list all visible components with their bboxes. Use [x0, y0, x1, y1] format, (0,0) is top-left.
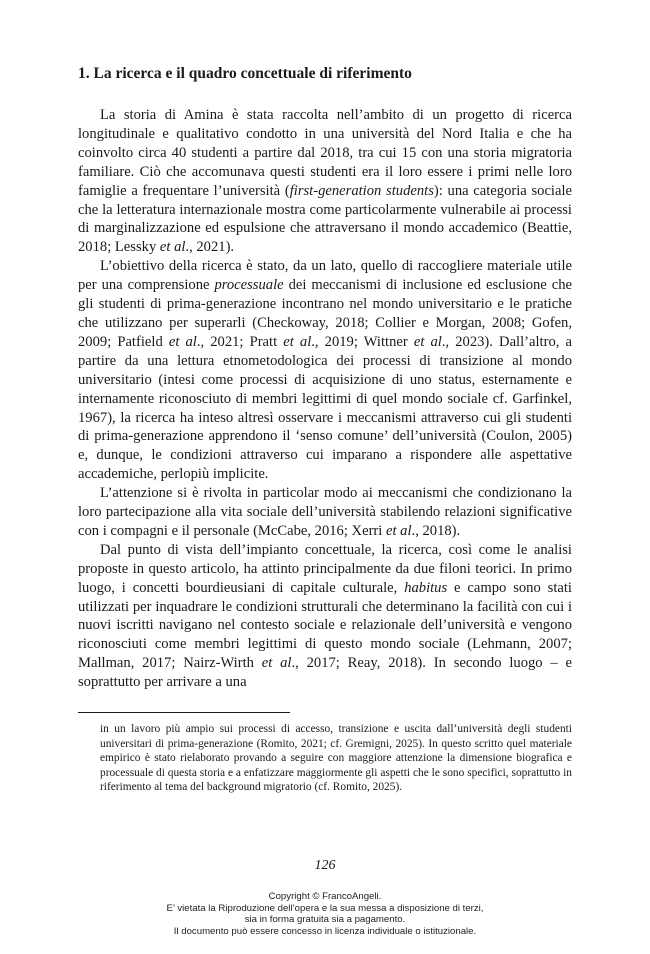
text-run: e campo sono stati utilizzati per inquadrare le condizioni strutturali che determinano la facilità con cui i nuovi iscritti navigano nel contesto sociale e relazionale dell’università e vengono riconosciuti come membri legittimi di questo mondo sociale (Lehmann, 2007; Mallman, 2017; Nairz-Wirth — [78, 579, 572, 672]
text-run: dei meccanismi di inclusione ed esclusione che gli studenti di prima-generazione incontrano nel mondo universitario e le pratiche che utilizzano per superarli (Checkoway, 2018; Collier e Morgan, 2008; Gofen, 2009; Patfield — [78, 277, 572, 350]
text-run: ., 2021). — [185, 239, 235, 256]
body-paragraph — [78, 484, 572, 541]
italic-text: habitus — [404, 579, 448, 596]
text-run: Dal punto di vista dell’impianto concettuale, la ricerca, così come le analisi proposte in questo articolo, ha attinto principalmente da due filoni teorici. In primo luogo, i concetti bourdieusiani di capitale culturale, — [78, 541, 572, 596]
body-paragraph — [78, 541, 572, 692]
text-run: L’obiettivo della ricerca è stato, da un lato, quello di raccogliere materiale utile per una comprensione — [78, 258, 572, 294]
italic-text: et al — [168, 333, 197, 350]
italic-text: et al — [159, 239, 186, 256]
text-run: ., 2017; Reay, 2018). In secondo luogo – e soprattutto per arrivare a una — [78, 655, 572, 691]
body-text — [78, 106, 572, 692]
copyright-line: sia in forma gratuita sia a pagamento. — [244, 914, 406, 926]
text-run: ., 2021; Pratt — [196, 333, 284, 350]
text-run: ., 2019; Wittner — [311, 333, 414, 350]
copyright-line: E’ vietata la Riproduzione dell’opera e la sua messa a disposizione di terzi, — [166, 902, 484, 914]
text-run: ., 2023). Dall’altro, a partire da una lettura etnometodologica dei processi di transizione al mondo universitario (intesi come processi di acquisizione di uno status, esternamente e internamente riconosciuto di membri legittimi di quel mondo sociale cf. Garfinkel, 1967), la ricerca ha inteso altresì osservare i meccanismi attraverso cui gli studenti di prima-generazione apprendono il ‘senso comune’ dell’università (Coulon, 2005) e, dunque, le condizioni attraverso cui imparano a rispondere alle aspettative accademiche, perlopiù implicite. — [78, 333, 572, 483]
body-paragraph — [78, 257, 572, 484]
copyright-line: Il documento può essere concesso in licenza individuale o istituzionale. — [173, 925, 477, 937]
footnote-divider — [78, 712, 290, 713]
italic-text: et al — [261, 655, 292, 672]
text-run: ): una categoria sociale che la letteratura internazionale mostra come particolarmente vulnerabile ai processi di marginalizzazione ed espulsione che attraversano il mondo accademico (Beattie, 2018; Lessky — [78, 182, 572, 256]
copyright-line: Copyright © FrancoAngeli. — [268, 891, 382, 902]
text-run: La storia di Amina è stata raccolta nell’ambito di un progetto di ricerca longitudinale e qualitativo condotto in una università del Nord Italia e che ha coinvolto circa 40 studenti a partire dal 2018, tra cui 15 con una storia migratoria familiare. Ciò che accomunava questi studenti era il loro essere i primi nelle loro famiglie a frequentare l’università ( — [78, 107, 572, 199]
page-body — [78, 64, 572, 795]
section-heading: 1. La ricerca e il quadro concettuale di riferimento — [78, 65, 412, 82]
copyright-notice — [0, 891, 650, 937]
italic-text: et al — [283, 333, 312, 350]
text-run: ., 2018). — [411, 522, 461, 539]
italic-text: first-generation students — [289, 182, 434, 199]
body-paragraph — [78, 106, 572, 257]
text-run: L’attenzione si è rivolta in particolar modo ai meccanismi che condizionano la loro partecipazione alla vita sociale dell’università stabilendo relazioni significative con i compagni e il personale (McCabe, 2016; Xerri — [78, 485, 572, 539]
italic-text: processuale — [214, 277, 284, 294]
page-number: 126 — [314, 858, 336, 873]
italic-text: et al — [413, 333, 442, 350]
italic-text: et al — [386, 522, 412, 539]
footnote-text: in un lavoro più ampio sui processi di accesso, transizione e uscita dall’università degli studenti universitari di prima-generazione (Romito, 2021; cf. Gremigni, 2025). In questo scritto quel materiale empirico è stato rielaborato provando a seguire con maggiore attenzione la dimensione biografica e processuale di questa storia e a enfatizzare maggiormente gli aspetti che le sono specifici, soprattutto in riferimento al tema del background migratorio (cf. Romito, 2025). — [100, 723, 572, 794]
